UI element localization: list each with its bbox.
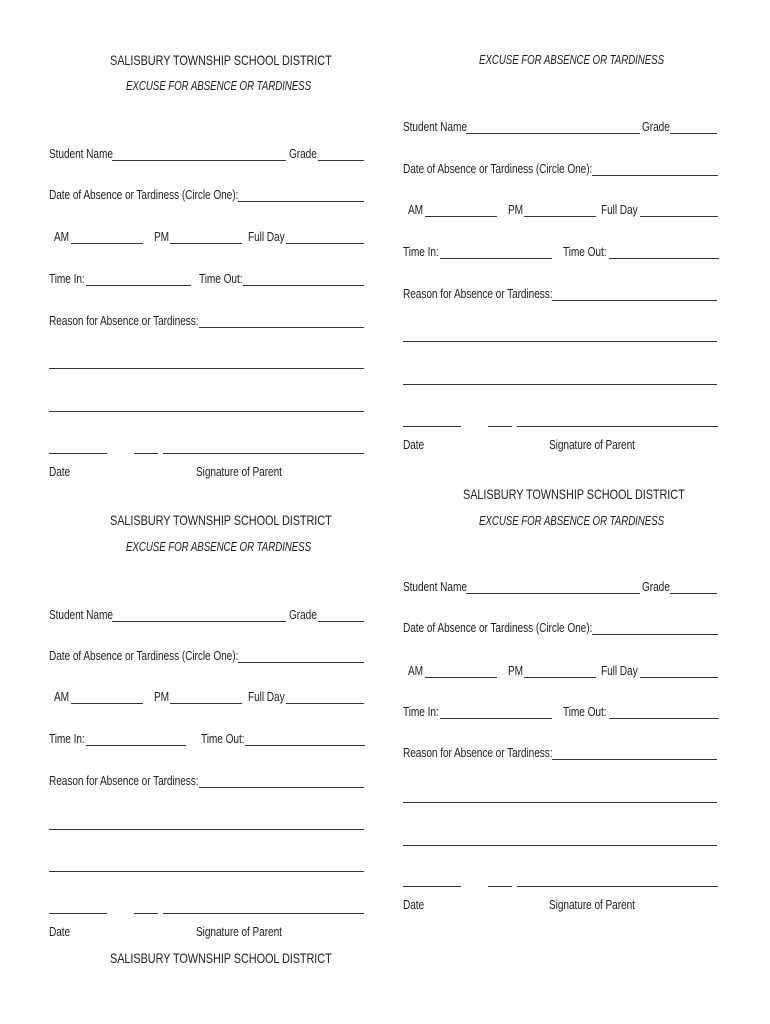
signature-label: Signature of Parent: [196, 924, 282, 939]
full-day-field[interactable]: [286, 703, 364, 704]
time-in-field[interactable]: [440, 258, 552, 259]
date-field[interactable]: [49, 453, 107, 454]
time-in-field[interactable]: [86, 285, 191, 286]
am-field[interactable]: [425, 677, 497, 678]
reason-field[interactable]: [199, 327, 364, 328]
am-label: AM: [54, 689, 70, 704]
time-out-field[interactable]: [245, 745, 365, 746]
date-label: Date: [403, 897, 425, 912]
am-label: AM: [408, 663, 424, 678]
date-of-absence-field[interactable]: [592, 175, 718, 176]
signature-field-part[interactable]: [134, 913, 158, 914]
pm-field[interactable]: [524, 677, 596, 678]
date-label: Date: [403, 437, 425, 452]
student-name-label: Student Name: [403, 579, 467, 594]
district-title: SALISBURY TOWNSHIP SCHOOL DISTRICT: [110, 52, 332, 68]
pm-field[interactable]: [524, 216, 596, 217]
time-out-label: Time Out:: [563, 704, 607, 719]
grade-field[interactable]: [670, 593, 717, 594]
district-title: SALISBURY TOWNSHIP SCHOOL DISTRICT: [463, 486, 685, 502]
reason-label: Reason for Absence or Tardiness:: [49, 313, 199, 328]
date-of-absence-field[interactable]: [592, 634, 718, 635]
time-out-field[interactable]: [609, 258, 719, 259]
am-label: AM: [54, 229, 70, 244]
signature-field[interactable]: [517, 886, 718, 887]
reason-field[interactable]: [199, 787, 364, 788]
time-in-label: Time In:: [49, 731, 85, 746]
reason-line-2[interactable]: [403, 384, 717, 385]
pm-field[interactable]: [170, 243, 242, 244]
reason-line-2[interactable]: [403, 845, 717, 846]
form-title: EXCUSE FOR ABSENCE OR TARDINESS: [479, 53, 665, 67]
pm-label: PM: [508, 663, 524, 678]
full-day-label: Full Day: [248, 689, 285, 704]
date-of-absence-label: Date of Absence or Tardiness (Circle One):: [49, 648, 239, 663]
signature-label: Signature of Parent: [549, 437, 635, 452]
am-field[interactable]: [71, 703, 143, 704]
full-day-field[interactable]: [640, 216, 718, 217]
reason-label: Reason for Absence or Tardiness:: [403, 286, 553, 301]
full-day-field[interactable]: [286, 243, 364, 244]
reason-line-2[interactable]: [49, 871, 364, 872]
full-day-label: Full Day: [248, 229, 285, 244]
signature-label: Signature of Parent: [549, 897, 635, 912]
student-name-field[interactable]: [112, 621, 286, 622]
date-of-absence-label: Date of Absence or Tardiness (Circle One):: [403, 620, 593, 635]
signature-field[interactable]: [517, 426, 718, 427]
time-in-label: Time In:: [403, 244, 439, 259]
time-out-field[interactable]: [609, 718, 719, 719]
signature-field-part[interactable]: [134, 453, 158, 454]
signature-field[interactable]: [163, 453, 364, 454]
full-day-field[interactable]: [640, 677, 718, 678]
reason-field[interactable]: [552, 300, 717, 301]
date-of-absence-label: Date of Absence or Tardiness (Circle One):: [403, 161, 593, 176]
reason-line-1[interactable]: [403, 341, 717, 342]
grade-field[interactable]: [318, 621, 364, 622]
date-field[interactable]: [403, 426, 461, 427]
am-field[interactable]: [71, 243, 143, 244]
time-out-label: Time Out:: [563, 244, 607, 259]
time-in-field[interactable]: [440, 718, 552, 719]
student-name-label: Student Name: [403, 119, 467, 134]
time-in-label: Time In:: [403, 704, 439, 719]
footer-district-title: SALISBURY TOWNSHIP SCHOOL DISTRICT: [110, 950, 332, 966]
date-of-absence-field[interactable]: [238, 201, 364, 202]
form-title: EXCUSE FOR ABSENCE OR TARDINESS: [126, 540, 312, 554]
date-label: Date: [49, 464, 71, 479]
time-out-label: Time Out:: [199, 271, 243, 286]
reason-line-1[interactable]: [403, 802, 717, 803]
date-label: Date: [49, 924, 71, 939]
time-out-label: Time Out:: [201, 731, 245, 746]
full-day-label: Full Day: [601, 202, 638, 217]
pm-label: PM: [154, 229, 170, 244]
grade-field[interactable]: [670, 133, 717, 134]
pm-label: PM: [508, 202, 524, 217]
signature-label: Signature of Parent: [196, 464, 282, 479]
time-in-field[interactable]: [86, 745, 186, 746]
reason-line-1[interactable]: [49, 829, 364, 830]
pm-field[interactable]: [170, 703, 242, 704]
date-of-absence-label: Date of Absence or Tardiness (Circle One):: [49, 187, 239, 202]
full-day-label: Full Day: [601, 663, 638, 678]
reason-line-2[interactable]: [49, 411, 364, 412]
student-name-label: Student Name: [49, 146, 113, 161]
am-field[interactable]: [425, 216, 497, 217]
district-title: SALISBURY TOWNSHIP SCHOOL DISTRICT: [110, 512, 332, 528]
form-title: EXCUSE FOR ABSENCE OR TARDINESS: [479, 514, 665, 528]
am-label: AM: [408, 202, 424, 217]
reason-line-1[interactable]: [49, 368, 364, 369]
student-name-field[interactable]: [112, 160, 286, 161]
date-of-absence-field[interactable]: [238, 662, 364, 663]
reason-label: Reason for Absence or Tardiness:: [49, 773, 199, 788]
reason-label: Reason for Absence or Tardiness:: [403, 745, 553, 760]
grade-label: Grade: [289, 146, 317, 161]
grade-field[interactable]: [318, 160, 364, 161]
reason-field[interactable]: [552, 759, 717, 760]
form-title: EXCUSE FOR ABSENCE OR TARDINESS: [126, 79, 312, 93]
signature-field[interactable]: [163, 913, 364, 914]
student-name-field[interactable]: [466, 133, 640, 134]
date-field[interactable]: [403, 886, 461, 887]
grade-label: Grade: [642, 579, 670, 594]
student-name-field[interactable]: [466, 593, 640, 594]
grade-label: Grade: [289, 607, 317, 622]
pm-label: PM: [154, 689, 170, 704]
signature-field-part[interactable]: [488, 426, 512, 427]
date-field[interactable]: [49, 913, 107, 914]
student-name-label: Student Name: [49, 607, 113, 622]
signature-field-part[interactable]: [488, 886, 512, 887]
time-in-label: Time In:: [49, 271, 85, 286]
grade-label: Grade: [642, 119, 670, 134]
time-out-field[interactable]: [243, 285, 364, 286]
